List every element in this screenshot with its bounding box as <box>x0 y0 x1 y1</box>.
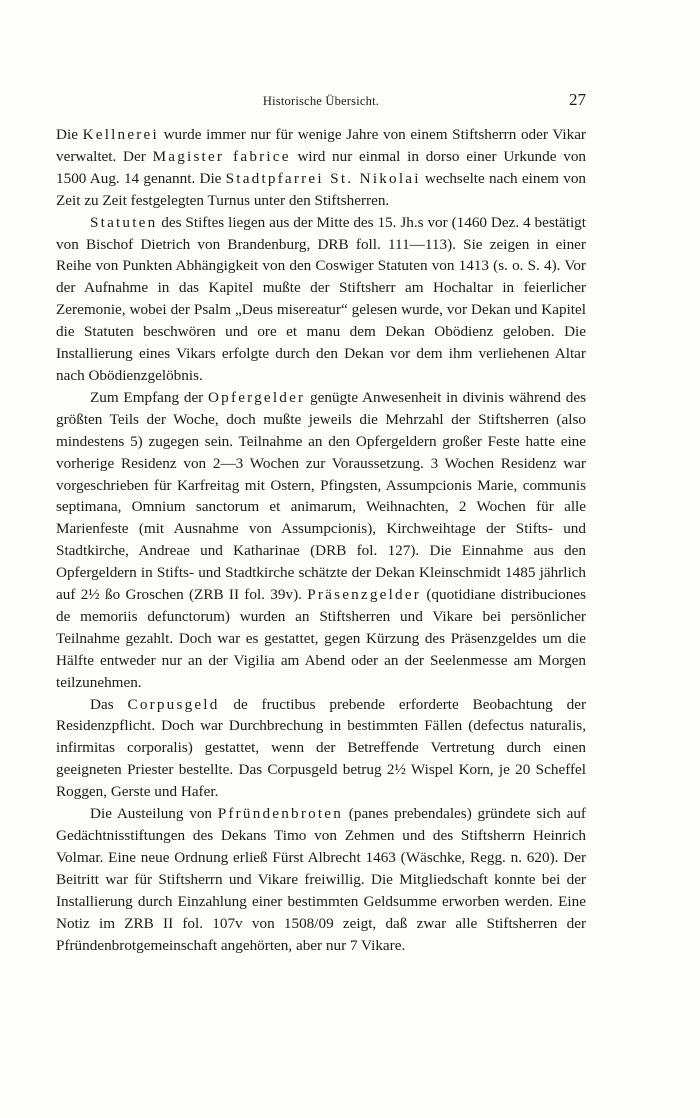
paragraph-opfergelder <box>56 387 586 694</box>
text-run: Das <box>90 695 128 713</box>
spaced-term: Opfergelder <box>208 388 306 406</box>
text-run: genügte Anwesenheit in divinis während des größten Teils der Woche, doch mußte jeweils die Mehrzahl der Stiftsherren (also mindestens 5) zugegen sein. Teilnahme an den Opfergeldern großer Feste hatte eine vorherige Residenz von 2—3 Wochen zur Voraussetzung. 3 Wochen Residenz war vorgeschrieben für Karfreitag mit Ostern, Pfingsten, Assumpcionis Marie, communis septimana, Omnium sanctorum et animarum, Weihnachten, 2 Wochen für alle Marienfeste (mit Ausnahme von Assumpcionis), Kirchweihtage der Stifts- und Stadtkirche, Andreae und Katharinae (DRB fol. 127). Die Einnahme aus den Opfergeldern in Stifts- und Stadtkirche schätzte der Dekan Kleinschmidt 1485 jährlich auf 2½ ßo Groschen (ZRB II fol. 39v). <box>56 388 587 604</box>
page-number: 27 <box>569 90 586 109</box>
paragraph-pfruendenbrote <box>56 803 586 956</box>
spaced-term: Präsenzgelder <box>307 586 422 604</box>
text-run: Die Austeilung von <box>90 805 218 823</box>
spaced-term: Corpusgeld <box>127 695 220 713</box>
text-run: wurde immer nur für wenige Jahre von einem Stiftsherrn oder Vikar verwaltet. Der <box>56 126 586 165</box>
paragraph-statuten <box>56 212 586 387</box>
text-run: de fructibus prebende erforderte Beobachtung der Residenzpflicht. Doch war Durchbrechung in bestimmten Fällen (defectus naturalis, infirmitas corporalis) gestattet, wenn der Betreffende Vertretung durch einen geeigneten Priester bestellte. Das Corpusgeld betrug 2½ Wispel Korn, je 20 Scheffel Roggen, Gerste und Hafer. <box>56 695 586 801</box>
text-run: des Stiftes liegen aus der Mitte des 15. Jh.s vor (1460 Dez. 4 bestätigt von Bischof Dietrich von Brandenburg, DRB foll. 111—113). Sie zeigen in einer Reihe von Punkten Abhängigkeit von den Coswiger Statuten von 1413 (s. o. S. 4). Vor der Aufnahme in das Kapitel mußte der Stiftsherr am Hochaltar in feierlicher Zeremonie, wobei der Psalm „Deus misereatur“ gelesen wurde, vor Dekan und Kapitel die Statuten beschwören und ore et manu dem Dekan Obödienz geloben. Die Installierung eines Vikars erfolgte durch den Dekan vor dem ihm verliehenen Altar nach Obödienzgelöbnis. <box>56 213 586 384</box>
book-page <box>56 92 586 956</box>
paragraph-kellnerei <box>56 124 586 212</box>
text-run: (quotidiane distribuciones de memoriis defunctorum) wurden an Stiftsherren und Vikare bei persönlicher Teilnahme gezahlt. Doch war es gestattet, gegen Kürzung des Präsenzgeldes um die Hälfte entweder nur an der Vigilia am Abend oder an der Seelenmesse am Morgen teilzunehmen. <box>56 586 587 691</box>
text-run: wechselte nach einem von Zeit zu Zeit festgelegten Turnus unter den Stiftsherren. <box>56 169 587 209</box>
text-run: Die <box>56 126 83 143</box>
spaced-term: Stadtpfarrei St. Nikolai <box>225 169 421 187</box>
running-header <box>56 92 586 118</box>
text-run: wird nur einmal in dorso einer Urkunde von 1500 Aug. 14 genannt. Die <box>56 147 587 187</box>
text-run: (panes prebendales) gründete sich auf Gedächtnisstiftungen des Dekans Timo von Zehmen und des Stiftsherrn Heinrich Volmar. Eine neue Ordnung erließ Fürst Albrecht 1463 (Wäschke, Regg. n. 620). Der Beitritt war für Stiftsherrn und Vikare freiwillig. Die Mitgliedschaft konnte bei der Installierung durch Einzahlung einer bestimmten Geldsumme erworben werden. Eine Notiz im ZRB II fol. 107v von 1508/09 zeigt, daß zwar alle Stiftsherren der Pfründenbrotgemeinschaft angehörten, aber nur 7 Vikare. <box>56 805 586 954</box>
text-run: Zum Empfang der <box>90 388 208 406</box>
running-title: Historische Übersicht. <box>262 94 380 108</box>
spaced-term: Kellnerei <box>82 126 159 143</box>
spaced-term: Pfründenbroten <box>217 805 344 823</box>
spaced-term: Statuten <box>90 213 158 231</box>
body-text <box>56 124 586 956</box>
spaced-term: Magister fabrice <box>152 147 291 165</box>
paragraph-corpusgeld <box>56 694 586 804</box>
